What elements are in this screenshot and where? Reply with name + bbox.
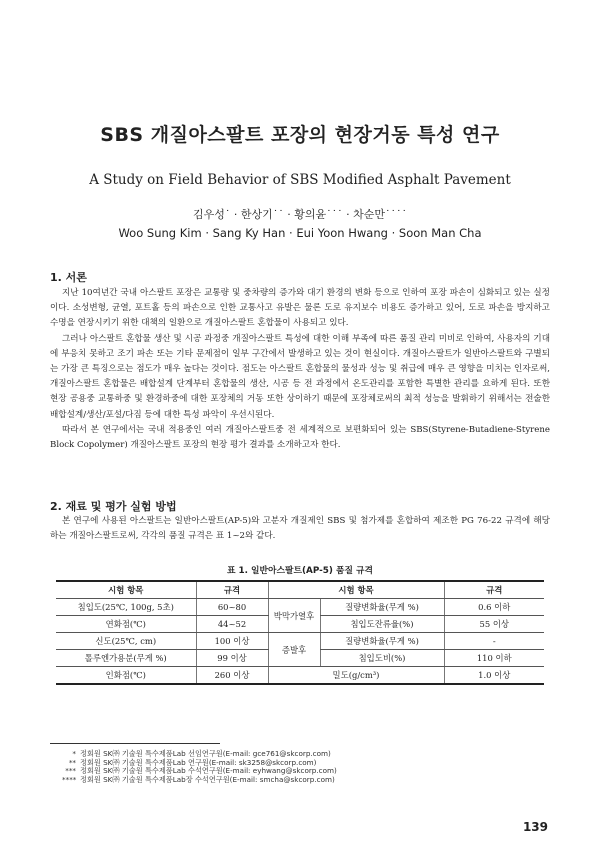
footnote: * 정회원 SK㈜ 기술원 특수제품Lab 선임연구원(E-mail: gce761@skcorp.com)	[72, 749, 331, 758]
table-cell: 질량변화율(무게 %)	[320, 633, 444, 650]
quality-spec-table	[56, 580, 544, 685]
table-cell: 인화점(℃)	[56, 667, 196, 685]
section-heading-introduction: 1. 서론	[50, 271, 87, 284]
table-cell: 60~80	[196, 599, 268, 616]
table-cell: 연화점(℃)	[56, 616, 196, 633]
table-group-cell: 증발후	[268, 633, 320, 667]
table-cell: 100 이상	[196, 633, 268, 650]
introduction-body	[50, 286, 550, 453]
table-cell: 0.6 이하	[444, 599, 544, 616]
paragraph: 그러나 아스팔트 혼합물 생산 및 시공 과정중 개질아스팔트 특성에 대한 이해 부족에 따른 품질 관리 미비로 인하여, 사용자의 기대에 부응치 못하고 조기 파손 또는 기타 문제점이 일부 구간에서 발생하고 있는 것이 현실이다. 개질아스팔트가 일반아스팔트와 구별되는 가장 큰 특징으로는 점도가 매우 높다는 것이다. 점도는 아스팔트 혼합물의 물성과 성능 및 취급에 매우 큰 영향을 미치는 인자로써, 개질아스팔트 혼합물은 배합설계 단계부터 혼합물의 생산, 시공 등 전 과정에서 온도관리를 포함한 특별한 관리를 요하게 된다. 또한 현장 공용중 교통하중 및 환경하중에 대한 포장체의 거동 또한 상이하기 때문에 포장체로써의 최적 성능을 발휘하기 위해서는 전술한 배합설계/생산/포설/다짐 등에 대한 특성 파악이 우선시된다.	[50, 333, 550, 420]
table-cell: 침입도(25℃, 100g, 5초)	[56, 599, 196, 616]
table-header-row	[56, 581, 544, 599]
authors-english: Woo Sung Kim · Sang Ky Han · Eui Yoon Hwang · Soon Man Cha	[118, 226, 482, 240]
table-caption: 표 1. 일반아스팔트(AP-5) 품질 규격	[226, 566, 374, 576]
footnote: **** 정회원 SK㈜ 기술원 특수제품Lab장 수석연구원(E-mail: smcha@skcorp.com)	[62, 774, 335, 784]
table-cell: 1.0 이상	[444, 667, 544, 685]
table-cell: 110 이하	[444, 650, 544, 667]
table-cell: 55 이상	[444, 616, 544, 633]
header-cell: 시험 항목	[268, 581, 444, 599]
authors-korean: 김우성˙ · 한상기˙˙ · 황의윤˙˙˙ · 차순만˙˙˙˙	[193, 208, 407, 221]
table-cell: 톨루엔가용분(무게 %)	[56, 650, 196, 667]
table-cell: 침입도비(%)	[320, 650, 444, 667]
table-cell: 밀도(g/cm³)	[268, 667, 444, 685]
footnote: *** 정회원 SK㈜ 기술원 특수제품Lab 수석연구원(E-mail: eyhwang@skcorp.com)	[65, 766, 337, 776]
footnotes	[62, 750, 337, 784]
table-cell: 99 이상	[196, 650, 268, 667]
table-row	[56, 633, 544, 650]
paper-title: SBS 개질아스팔트 포장의 현장거동 특성 연구	[100, 124, 500, 146]
table-cell: 침입도잔류율(%)	[320, 616, 444, 633]
table-group-cell: 박막가열후	[268, 599, 320, 633]
table-cell: 44~52	[196, 616, 268, 633]
paper-title-english: A Study on Field Behavior of SBS Modified Asphalt Pavement	[89, 172, 511, 188]
table-row	[56, 599, 544, 616]
table-cell: 신도(25℃, cm)	[56, 633, 196, 650]
footnote: ** 정회원 SK㈜ 기술원 특수제품Lab 연구원(E-mail: sk3258@skcorp.com)	[68, 757, 317, 767]
table-cell: -	[444, 633, 544, 650]
paragraph: 본 연구에 사용된 아스팔트는 일반아스팔트(AP-5)와 고분자 개질제인 SBS 및 첨가제를 혼합하여 제조한 PG 76-22 규격에 해당하는 개질아스팔트로써, 각각의 품질 규격은 표 1~2와 같다.	[50, 516, 550, 542]
header-cell: 규격	[444, 581, 544, 599]
table-cell: 질량변화율(무게 %)	[320, 599, 444, 616]
paragraph: 지난 10여년간 국내 아스팔트 포장은 교통량 및 중차량의 증가와 대기 환경의 변화 등으로 인하여 포장 파손이 심화되고 있는 실정이다. 소성변형, 균열, 포트홀 등의 파손으로 인한 교통사고 유발은 물론 도로 유지보수 비용도 증가하고 있어, 도로 파손을 방지하고 수명을 연장시키기 위한 대책의 일환으로 개질아스팔트 혼합물이 사용되고 있다.	[50, 288, 550, 329]
table-cell: 260 이상	[196, 667, 268, 685]
header-cell: 규격	[196, 581, 268, 599]
header-cell: 시험 항목	[56, 581, 196, 599]
page-number: 139	[522, 820, 548, 834]
section-heading-materials: 2. 재료 및 평가 실험 방법	[50, 500, 177, 513]
paragraph: 따라서 본 연구에서는 국내 적용중인 여러 개질아스팔트중 전 세계적으로 보편화되어 있는 SBS(Styrene-Butadiene-Styrene Block Copolymer) 개질아스팔트 포장의 현장 평가 결과를 소개하고자 한다.	[50, 424, 550, 451]
footnote-divider	[50, 743, 220, 744]
table-row	[56, 667, 544, 685]
